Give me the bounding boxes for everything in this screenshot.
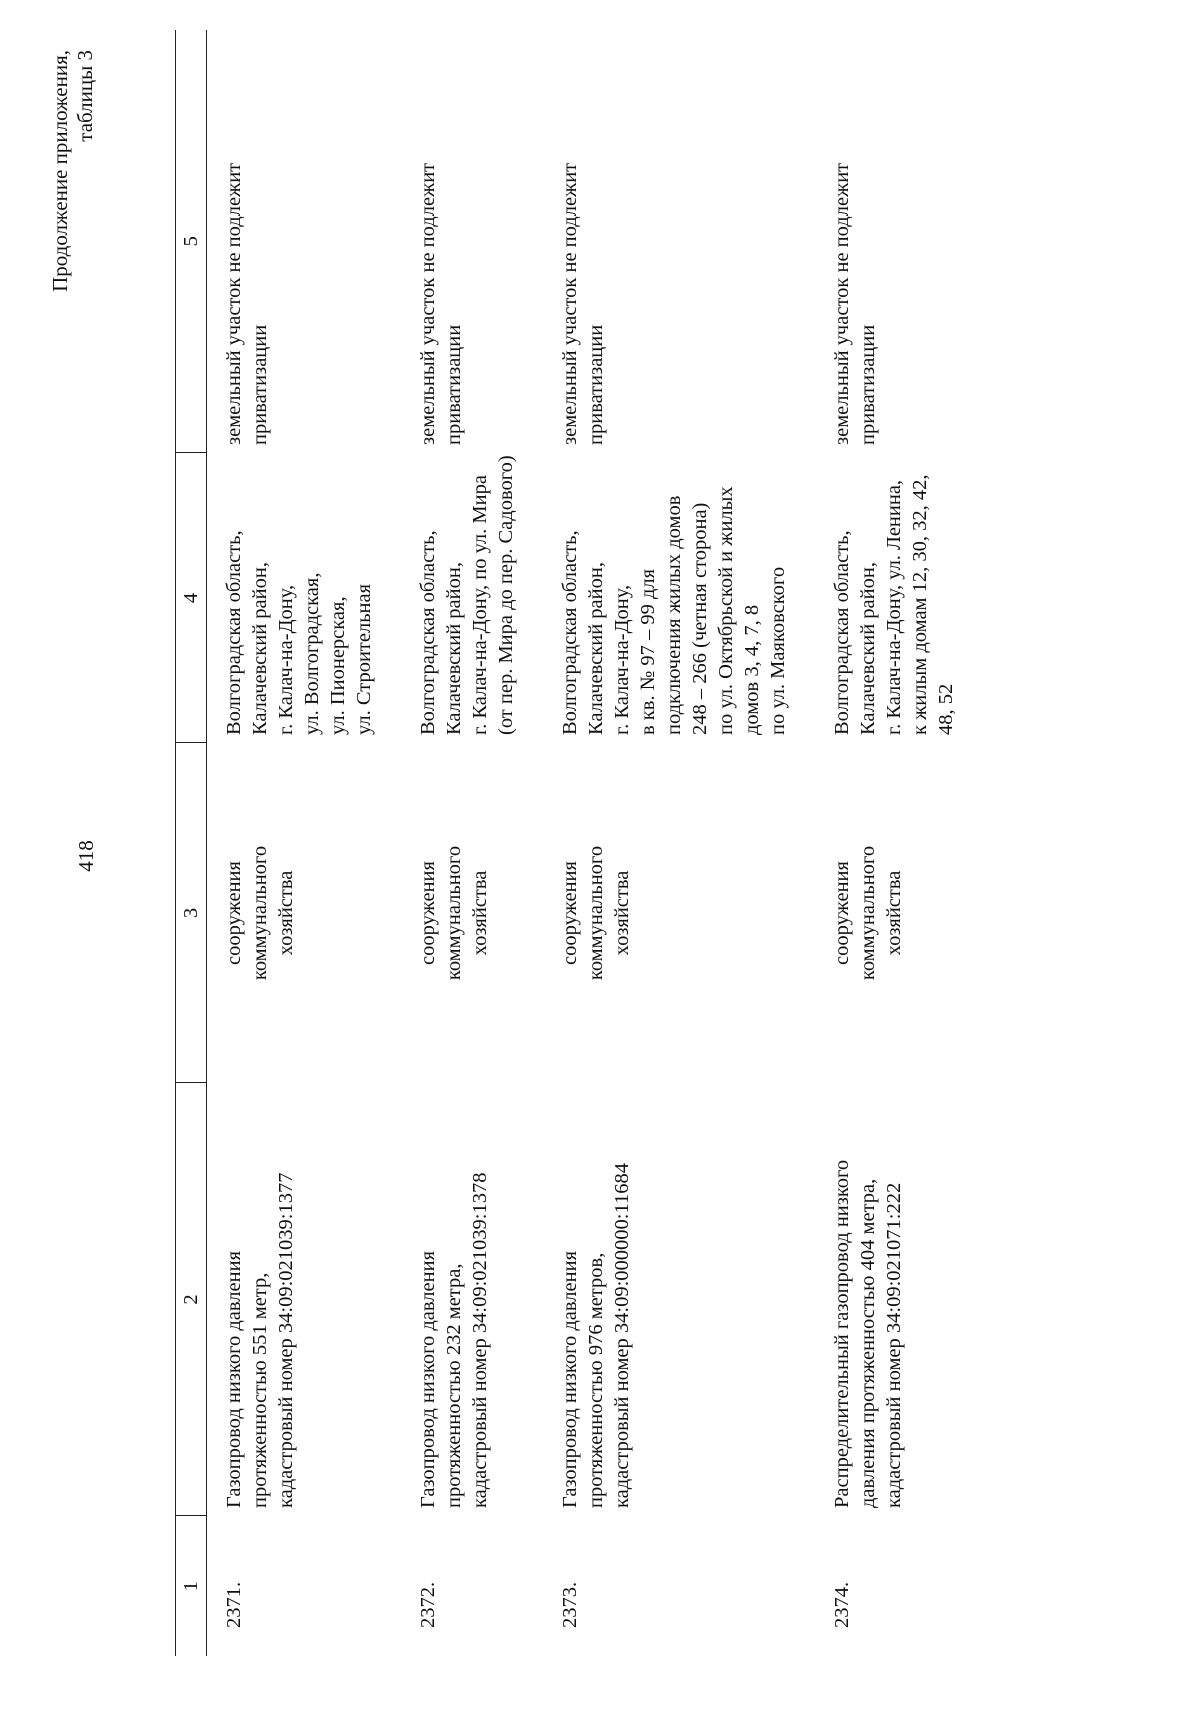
table-body — [207, 30, 984, 1656]
object-address-line: г. Калач-на-Дону, ул. Ленина, — [883, 479, 905, 735]
object-address-line: 48, 52 — [935, 683, 957, 735]
object-name — [543, 1083, 815, 1516]
object-address — [207, 453, 402, 743]
object-address-line: Волгоградская область, — [831, 530, 853, 735]
object-address-line: Калачевский район, — [857, 562, 879, 735]
object-kind-line: коммунального — [585, 845, 607, 981]
object-name-line: Газопровод низкого давления — [559, 1250, 581, 1508]
object-note — [401, 30, 543, 453]
object-address-line: ул. Пионерская, — [327, 596, 349, 735]
object-name-line: протяженностью 551 метр, — [249, 1272, 271, 1508]
object-name-line: давления протяженностью 404 метра, — [857, 1178, 879, 1508]
continuation-line-2: таблицы 3 — [73, 50, 97, 142]
object-name-line: кадастровый номер 34:09:021039:1378 — [469, 1172, 491, 1508]
row-number: 2372. — [417, 1581, 439, 1628]
object-note-line: приватизации — [857, 324, 879, 445]
table-row — [815, 30, 983, 1656]
object-address-line: г. Калач-на-Дону, — [275, 584, 297, 735]
object-address-line: Волгоградская область, — [559, 530, 581, 735]
object-address-line: домов 3, 4, 7, 8 — [741, 604, 763, 735]
object-address — [815, 453, 983, 743]
object-address-line: в кв. № 97 – 99 для — [637, 568, 659, 735]
object-note-line: приватизации — [443, 324, 465, 445]
table-row — [401, 30, 543, 1656]
objects-table — [176, 30, 983, 1656]
object-kind-line: сооружения — [831, 861, 853, 965]
object-address-line: Волгоградская область, — [417, 530, 439, 735]
table-header-row — [176, 30, 207, 1656]
object-address-line: по ул. Октябрьской и жилых — [715, 486, 737, 735]
table-row — [207, 30, 402, 1656]
object-note-line: земельный участок не подлежит — [831, 162, 853, 445]
object-address-line: (от пер. Мира до пер. Садового) — [495, 455, 517, 735]
object-name — [207, 1083, 402, 1516]
object-name-line: кадастровый номер 34:09:000000:11684 — [611, 1163, 633, 1508]
object-kind — [207, 743, 402, 1083]
object-kind-line: коммунального — [249, 845, 271, 981]
object-note — [543, 30, 815, 453]
object-address-line: ул. Волгоградская, — [301, 572, 323, 735]
object-note-line: земельный участок не подлежит — [417, 162, 439, 445]
object-name-line: кадастровый номер 34:09:021071:222 — [883, 1182, 905, 1508]
column-header-2: 2 — [176, 1083, 207, 1516]
object-kind-line: хозяйства — [611, 870, 633, 956]
continuation-label — [48, 50, 98, 390]
column-header-4: 4 — [176, 453, 207, 743]
object-name-line: протяженностью 976 метров, — [585, 1252, 607, 1508]
object-kind-line: хозяйства — [469, 870, 491, 956]
continuation-line-1: Продолжение приложения, — [48, 50, 72, 292]
object-kind — [815, 743, 983, 1083]
object-address — [543, 453, 815, 743]
object-kind-line: хозяйства — [883, 870, 905, 956]
column-header-3: 3 — [176, 743, 207, 1083]
object-note-line: приватизации — [585, 324, 607, 445]
column-header-1: 1 — [176, 1516, 207, 1656]
row-number: 2373. — [559, 1581, 581, 1628]
object-name-line: кадастровый номер 34:09:021039:1377 — [275, 1172, 297, 1508]
page-number: 418 — [74, 840, 98, 872]
object-note — [815, 30, 983, 453]
object-kind-line: коммунального — [857, 845, 879, 981]
object-address-line: Калачевский район, — [585, 562, 607, 735]
object-address-line: г. Калач-на-Дону, по ул. Мира — [469, 475, 491, 735]
object-address-line: подключения жилых домов — [663, 495, 685, 735]
row-number: 2371. — [223, 1581, 245, 1628]
object-note-line: приватизации — [249, 324, 271, 445]
table-row — [543, 30, 815, 1656]
object-name — [401, 1083, 543, 1516]
object-name-line: Газопровод низкого давления — [223, 1250, 245, 1508]
object-note-line: земельный участок не подлежит — [559, 162, 581, 445]
object-address — [401, 453, 543, 743]
row-number: 2374. — [831, 1581, 853, 1628]
object-name — [815, 1083, 983, 1516]
object-kind-line: коммунального — [443, 845, 465, 981]
object-name-line: Газопровод низкого давления — [417, 1250, 439, 1508]
object-kind — [401, 743, 543, 1083]
object-address-line: г. Калач-на-Дону, — [611, 584, 633, 735]
object-name-line: протяженностью 232 метра, — [443, 1263, 465, 1508]
object-address-line: к жилым домам 12, 30, 32, 42, — [909, 474, 931, 735]
object-address-line: 248 – 266 (четная сторона) — [689, 502, 711, 735]
object-kind-line: хозяйства — [275, 870, 297, 956]
object-address-line: по ул. Маяковского — [767, 566, 789, 735]
object-kind — [543, 743, 815, 1083]
object-kind-line: сооружения — [223, 861, 245, 965]
object-address-line: Калачевский район, — [443, 562, 465, 735]
object-name-line: Распределительный газопровод низкого — [831, 1159, 853, 1508]
object-kind-line: сооружения — [559, 861, 581, 965]
object-kind-line: сооружения — [417, 861, 439, 965]
object-address-line: Волгоградская область, — [223, 530, 245, 735]
object-address-line: Калачевский район, — [249, 562, 271, 735]
column-header-5: 5 — [176, 30, 207, 453]
object-note-line: земельный участок не подлежит — [223, 162, 245, 445]
object-address-line: ул. Строительная — [353, 583, 375, 735]
object-note — [207, 30, 402, 453]
